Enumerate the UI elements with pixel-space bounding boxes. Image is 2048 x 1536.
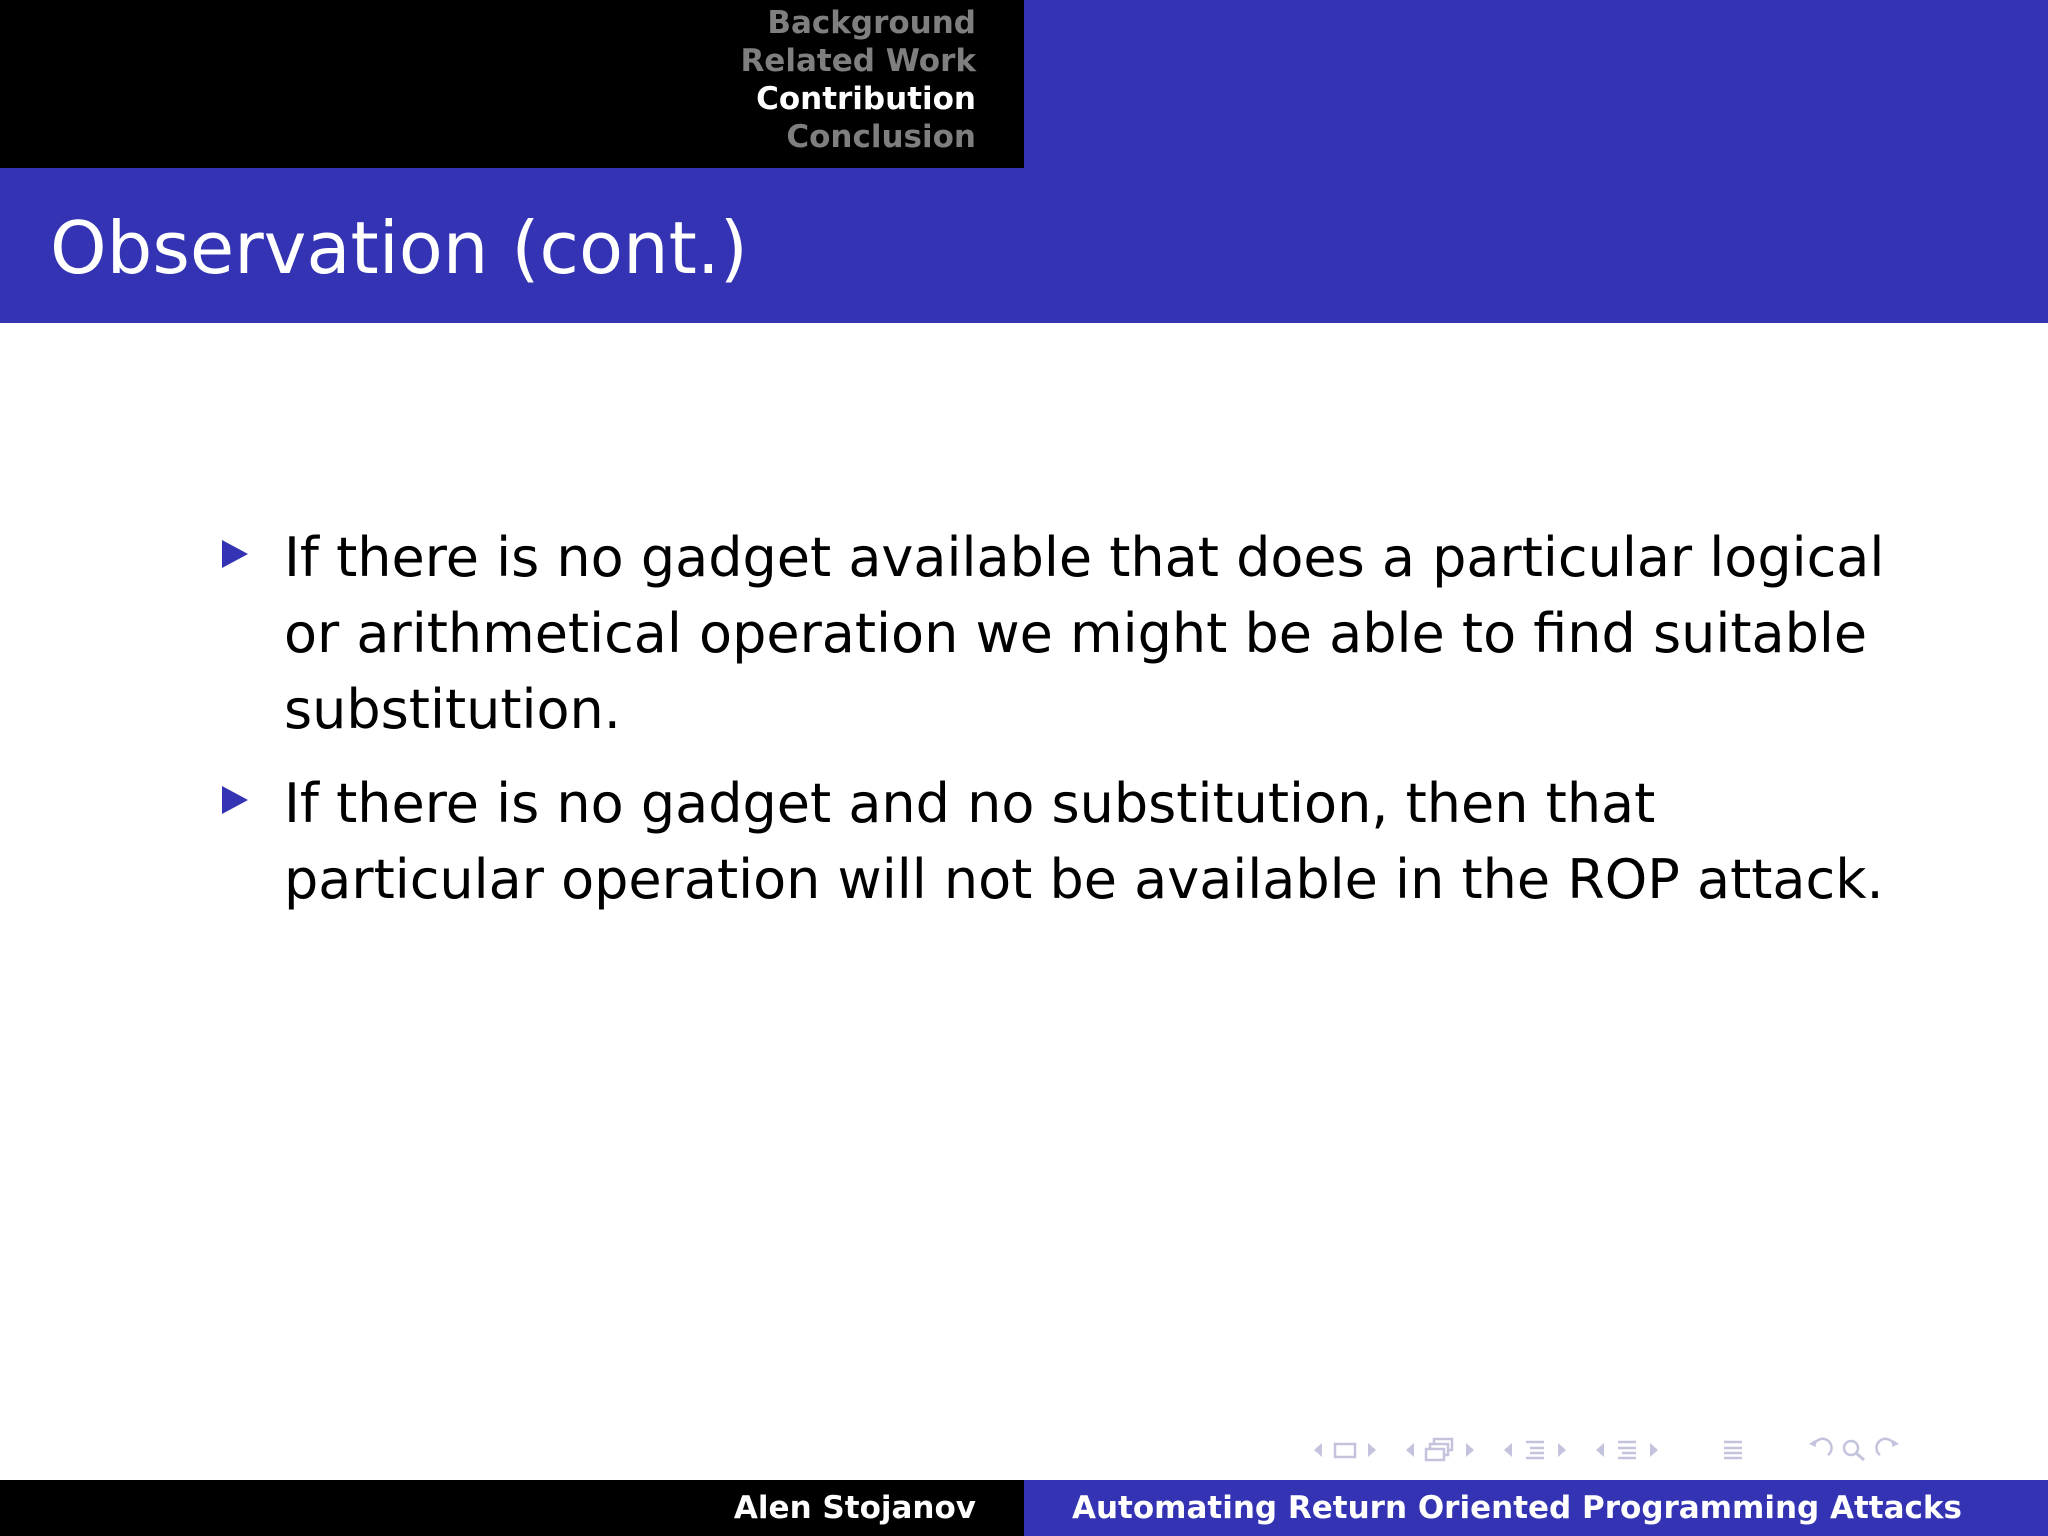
section-icon[interactable] — [1614, 1437, 1640, 1463]
section-link-related-work[interactable]: Related Work — [740, 43, 976, 79]
next-subsection-arrow-icon[interactable] — [1554, 1439, 1570, 1461]
prev-frame-arrow-icon[interactable] — [1402, 1439, 1418, 1461]
section-link-conclusion[interactable]: Conclusion — [786, 119, 976, 155]
frame-title-bar — [0, 168, 2048, 323]
section-navigation — [624, 4, 1024, 156]
document-icon[interactable] — [1720, 1437, 1746, 1463]
section-link-background[interactable]: Background — [767, 5, 976, 41]
section-link-contribution[interactable]: Contribution — [756, 81, 976, 117]
bullet-item — [218, 766, 1898, 918]
frame-title: Observation (cont.) — [50, 206, 748, 290]
back-icon[interactable] — [1806, 1437, 1834, 1463]
slide-content — [218, 520, 1898, 936]
bullet-text: If there is no gadget available that does a particular logical or arithmetical operation we might be able to find suitable substitution. — [284, 526, 1885, 741]
next-frame-arrow-icon[interactable] — [1462, 1439, 1478, 1461]
header-navigation-right — [1024, 0, 2048, 168]
next-slide-arrow-icon[interactable] — [1364, 1439, 1380, 1461]
footer-title: Automating Return Oriented Programming Attacks — [1072, 1490, 1962, 1526]
footer-author-box — [0, 1480, 1024, 1536]
frame-icon[interactable] — [1424, 1437, 1456, 1463]
prev-slide-arrow-icon[interactable] — [1310, 1439, 1326, 1461]
subsection-icon[interactable] — [1522, 1437, 1548, 1463]
triangle-bullet-icon — [222, 540, 248, 568]
slide-icon[interactable] — [1332, 1439, 1358, 1461]
forward-icon[interactable] — [1874, 1437, 1902, 1463]
footer-title-box — [1024, 1480, 2048, 1536]
bullet-text: If there is no gadget and no substitution, then that particular operation will not be available in the ROP attack. — [284, 772, 1884, 911]
prev-subsection-arrow-icon[interactable] — [1500, 1439, 1516, 1461]
next-section-arrow-icon[interactable] — [1646, 1439, 1662, 1461]
bullet-item — [218, 520, 1898, 748]
header-navigation-left — [0, 0, 1024, 168]
footer-author: Alen Stojanov — [733, 1490, 976, 1526]
search-icon[interactable] — [1840, 1437, 1868, 1463]
navigation-symbols — [1310, 1432, 2030, 1468]
prev-section-arrow-icon[interactable] — [1592, 1439, 1608, 1461]
triangle-bullet-icon — [222, 786, 248, 814]
